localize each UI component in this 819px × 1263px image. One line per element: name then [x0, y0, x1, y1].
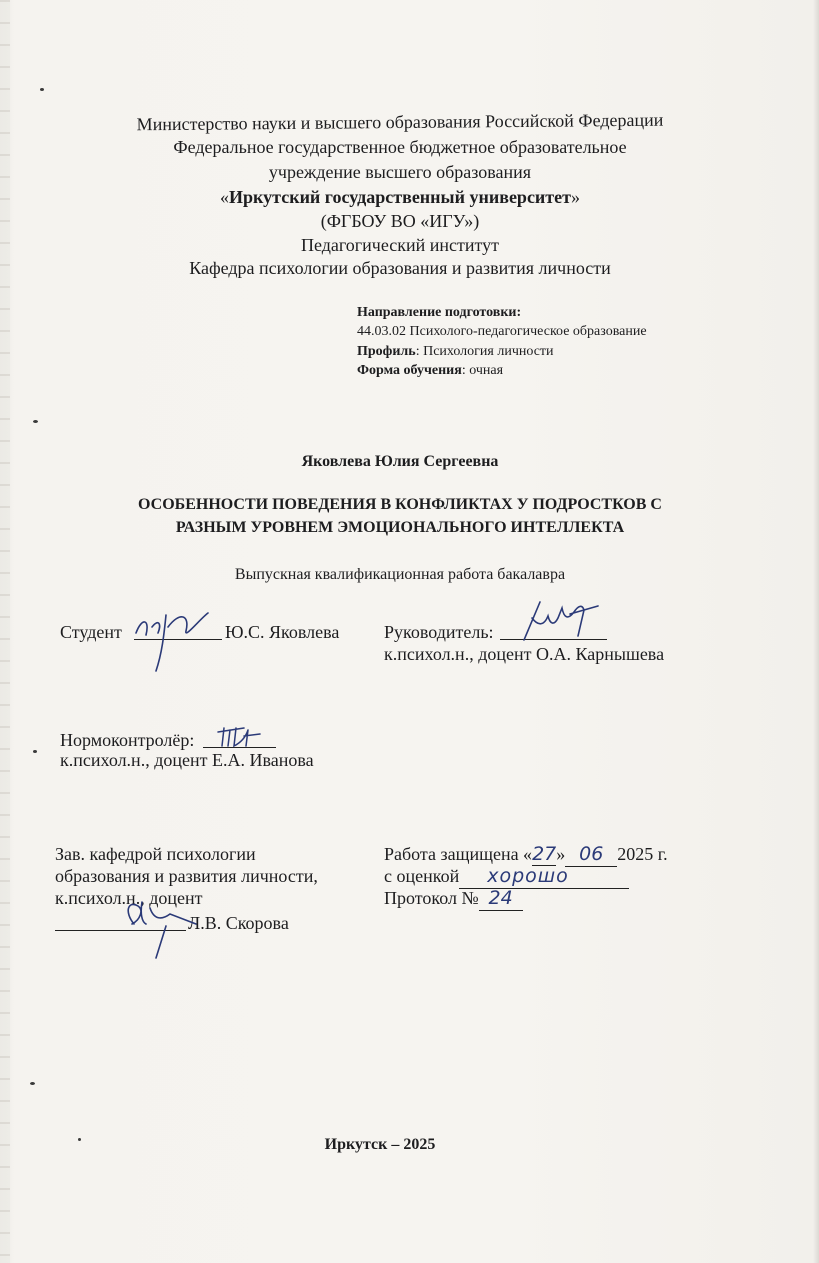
- normcontrol-signature: [214, 722, 274, 752]
- supervisor-title: к.психол.н., доцент О.А. Карнышева: [384, 644, 665, 664]
- institute-name: Педагогический институт: [300, 235, 500, 255]
- profile-label: Профиль: [357, 344, 416, 359]
- protocol-label: Протокол №: [384, 888, 479, 908]
- author-name: Яковлева Юлия Сергеевна: [301, 453, 499, 470]
- page-edge-shadow: [813, 0, 819, 1263]
- university-name-text: Иркутский государственный университет: [229, 187, 571, 207]
- defense-day: 27: [532, 843, 557, 865]
- university-name: [100, 185, 700, 209]
- student-label: Студент: [60, 622, 122, 642]
- head-name: Л.В. Скорова: [188, 913, 289, 933]
- protocol-line: [384, 886, 523, 911]
- form-value: : очная: [461, 363, 504, 378]
- supervisor-label: Руководитель:: [384, 622, 494, 642]
- defense-prefix: Работа защищена «: [384, 844, 533, 864]
- supervisor-signature: [518, 596, 608, 646]
- head-line-1: Зав. кафедрой психологии: [55, 844, 256, 864]
- thesis-title-line-1: ОСОБЕННОСТИ ПОВЕДЕНИЯ В КОНФЛИКТАХ У ПОДРОСТКОВ С: [138, 496, 662, 513]
- department-name: Кафедра психологии образования и развития личности: [189, 258, 611, 278]
- scan-speck: [78, 1138, 81, 1141]
- profile-value: : Психология личности: [415, 344, 554, 359]
- direction-label: Направление подготовки:: [357, 305, 522, 320]
- defense-mid: »: [556, 844, 566, 864]
- quote-open: «: [220, 187, 230, 207]
- form-line: [357, 361, 503, 381]
- work-type: Выпускная квалификационная работа бакалавра: [234, 566, 566, 583]
- direction-value: 44.03.02 Психолого-педагогическое образование: [357, 324, 647, 339]
- quote-close: »: [570, 187, 580, 207]
- scan-speck: [40, 88, 44, 91]
- grade-value: хорошо: [459, 864, 629, 889]
- student-signature: [128, 605, 238, 675]
- thesis-title-line-2: РАЗНЫМ УРОВНЕМ ЭМОЦИОНАЛЬНОГО ИНТЕЛЛЕКТА: [175, 519, 625, 536]
- ministry-line: Министерство науки и высшего образования Российской Федерации: [136, 109, 664, 135]
- form-label: Форма обучения: [357, 363, 462, 378]
- scan-speck: [30, 1082, 35, 1085]
- grade-label: с оценкой: [384, 866, 460, 886]
- scan-speck: [33, 420, 38, 423]
- binding-edge: [0, 0, 10, 1263]
- normcontrol-title: к.психол.н., доцент Е.А. Иванова: [60, 750, 314, 770]
- head-signature: [110, 884, 200, 960]
- city-year: Иркутск – 2025: [324, 1136, 436, 1153]
- profile-line: [357, 342, 554, 362]
- institution-line-1: Федеральное государственное бюджетное образовательное: [173, 137, 627, 157]
- defense-year: 2025 г.: [617, 844, 668, 864]
- protocol-number: 24: [479, 886, 523, 911]
- head-line-2: образования и развития личности,: [55, 866, 318, 886]
- normcontrol-label: Нормоконтролёр:: [60, 730, 195, 750]
- student-name: Ю.С. Яковлева: [225, 622, 340, 642]
- university-abbr: (ФГБОУ ВО «ИГУ»): [320, 211, 480, 231]
- head-line-3: к.психол.н., доцент: [55, 888, 203, 908]
- defense-month: 06: [565, 842, 617, 867]
- scan-speck: [33, 750, 37, 753]
- institution-line-2: учреждение высшего образования: [268, 162, 532, 182]
